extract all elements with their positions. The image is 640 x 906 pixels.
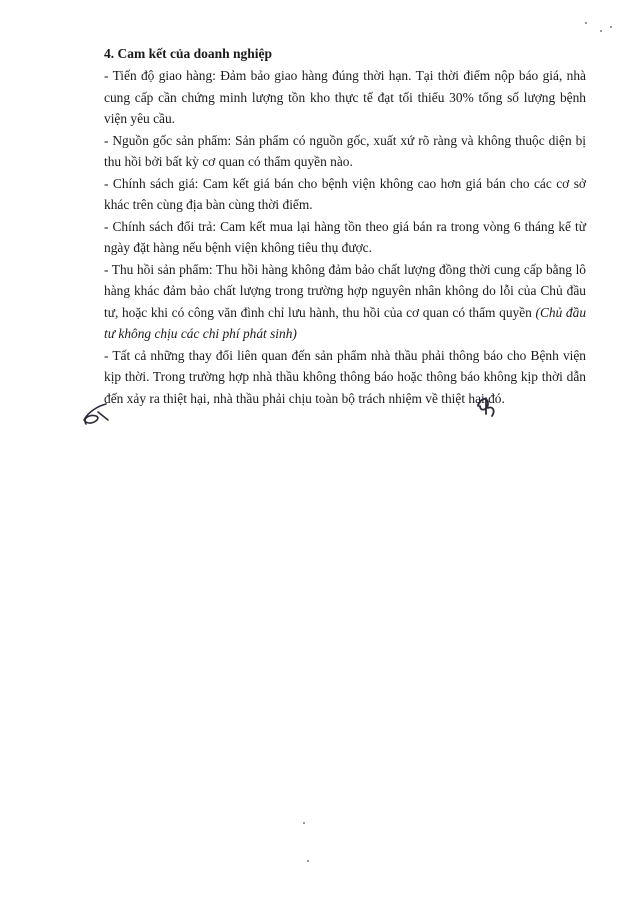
handwritten-signature-mark — [474, 392, 498, 418]
paragraph-origin: - Nguồn gốc sản phẩm: Sản phẩm có nguồn gốc, xuất xứ rõ ràng và không thuộc diện bị thu hồi bởi bất kỳ cơ quan có thẩm quyền nào. — [104, 132, 586, 169]
paragraph-delivery: - Tiến độ giao hàng: Đảm bảo giao hàng đúng thời hạn. Tại thời điểm nộp báo giá, nhà cung cấp cần chứng minh lượng tồn kho thực tế đạt tối thiểu 30% tổng số lượng bệnh viện yêu cầu. — [104, 68, 586, 126]
paragraph-recall — [104, 259, 586, 345]
paragraph-recall-note: (Chủ đầu tư không chịu các chi phí phát sinh) — [104, 304, 587, 341]
document-body — [104, 44, 586, 409]
scan-speck — [303, 822, 305, 824]
section-heading: 4. Cam kết của doanh nghiệp — [104, 46, 273, 61]
paragraph-recall-text: - Thu hồi sản phẩm: Thu hồi hàng không đảm bảo chất lượng đồng thời cung cấp bằng lô hàng khác đảm bảo chất lượng trong trường hợp nguyên nhân không do lỗi của Chủ đầu tư, hoặc khi có công văn đình chỉ lưu hành, thu hồi của cơ quan có thẩm quyền — [104, 261, 586, 320]
scan-speck — [610, 26, 612, 28]
paragraph-return: - Chính sách đổi trả: Cam kết mua lại hàng tồn theo giá bán ra trong vòng 6 tháng kể từ ngày đặt hàng nếu bệnh viện không tiêu thụ được. — [104, 218, 586, 255]
handwritten-initial-mark — [78, 398, 112, 428]
scan-speck — [307, 860, 309, 862]
paragraph-changes: - Tất cả những thay đổi liên quan đến sản phẩm nhà thầu phải thông báo cho Bệnh viện kịp thời. Trong trường hợp nhà thầu không thông báo hoặc thông báo không kịp thời dẫn đến xảy ra thiệt hại, nhà thầu phải chịu toàn bộ trách nhiệm về thiệt hại đó. — [104, 347, 586, 406]
scan-speck — [585, 22, 587, 24]
paragraph-price: - Chính sách giá: Cam kết giá bán cho bệnh viện không cao hơn giá bán cho các cơ sở khác trên cùng địa bàn cùng thời điểm. — [104, 175, 586, 212]
scan-speck — [600, 30, 602, 32]
